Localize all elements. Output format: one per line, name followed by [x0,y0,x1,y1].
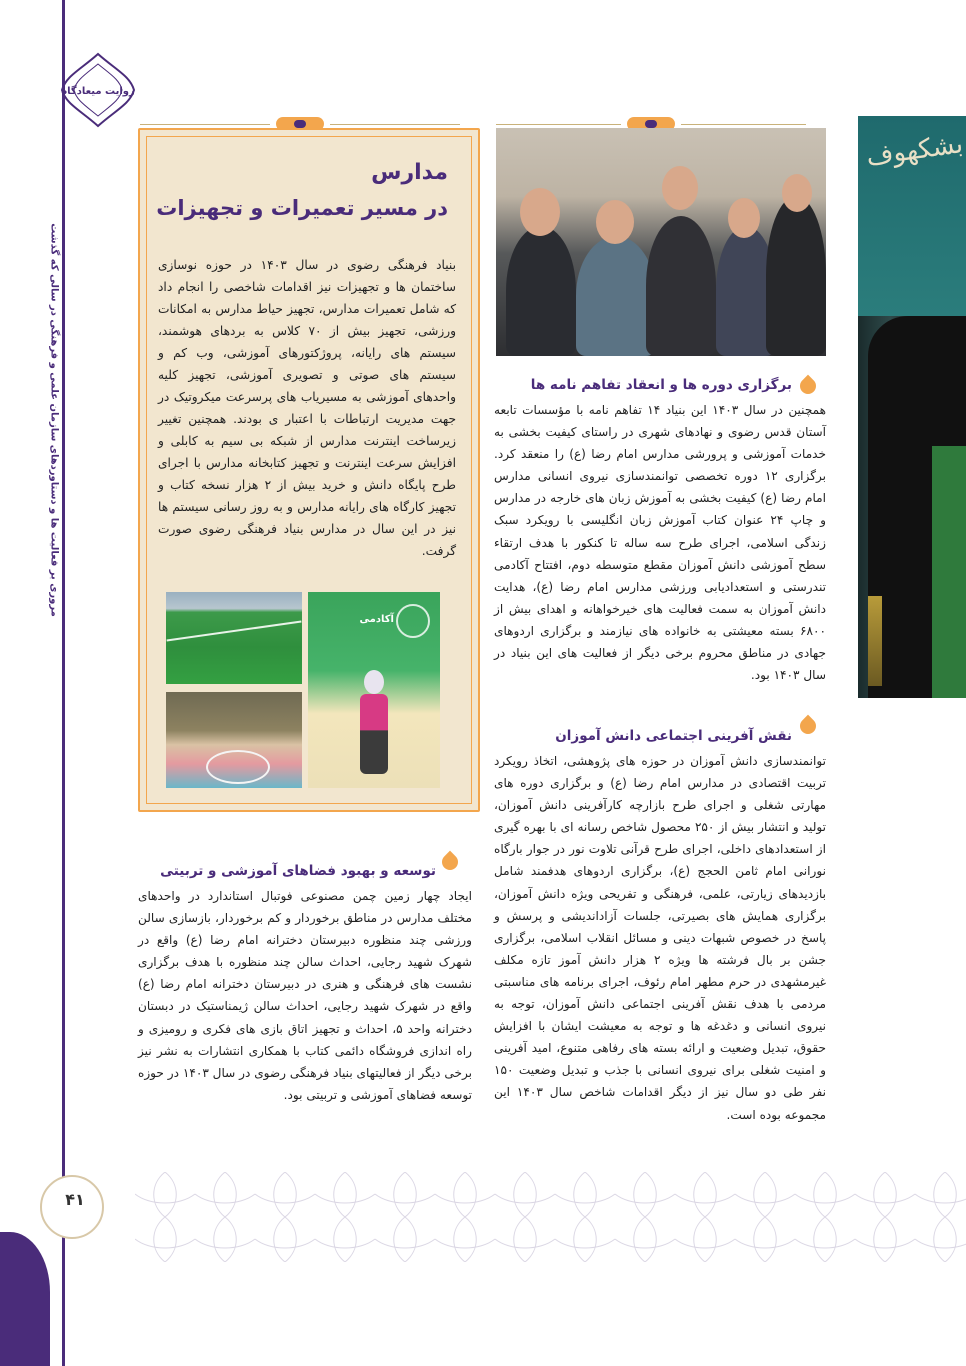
student-figure [646,216,716,356]
spaces-body: ایجاد چهار زمین چمن مصنوعی فوتبال استاندارد در واحدهای مختلف مدارس در مناطق برخوردار و کم برخوردار، بازسازی سالن ورزشی چند منظوره دبیرستان دخترانه امام رضا (ع) واقع در شهرک شهید رجایی، احداث سالن چند منظوره با هدف برگزاری نشست های فرهنگی و هنری در دبیرستان دخترانه امام رضا (ع) واقع در شهرک شهید رجایی، احداث سالن ژیمناستیک در دبستان دخترانه واحد ۵، احداث و تجهیز اتاق بازی های فکری و رومیزی و راه اندازی فروشگاه دائمی کتاب با همکاری انتشارات به نشر نیز برخی دیگر از فعالیتهای بنیاد فرهنگی رضوی در سال ۱۴۰۳ در حوزه توسعه فضاهای آموزشی و تربیتی بود. [138,889,472,1102]
ceremony-photo [858,116,966,698]
box-title-line2: در مسیر تعمیرات و تجهیزات [156,196,448,220]
girl-figure [356,670,392,774]
green-ribbon [932,446,966,698]
student-head [662,166,698,210]
magazine-logo [58,50,138,130]
student-head [596,200,634,244]
logo-text: روایت میعادگاه [61,86,135,97]
wall-calligraphy: بشکهوف [864,129,965,173]
events-heading: برگزاری دوره ها و انعقاد تفاهم نامه ها [530,377,792,393]
box-title-line1: مدارس [371,160,448,185]
page-number: ۴۱ [65,1190,85,1209]
bullet-drop-icon [797,715,820,738]
bullet-drop-icon [439,851,462,874]
student-figure [576,236,656,356]
bullet-drop-icon [797,375,820,398]
student-head [520,188,560,236]
seal-icon [396,604,430,638]
jump-rope-photo [308,592,440,788]
students-photo [496,128,826,356]
social-heading: نقش آفرینی اجتماعی دانش آموزان [555,728,792,744]
box-body: بنیاد فرهنگی رضوی در سال ۱۴۰۳ در حوزه نوسازی ساختمان ها و تجهیزات نیز اقدامات شاخصی را انجام داد که شامل تعمیرات مدارس، تجهیز حیاط مدارس به امکانات ورزشی، تجهیز بیش از ۷۰ کلاس به بردهای هوشمند، سیستم های رایانه، پروژکتورهای آموزشی، وب کم و سیستم های صوتی و تصویری آموزشی، تجهیز کلیه واحدهای آموزشی به مسیریاب های پرسرعت میکروتیک در جهت مدیریت ارتباطات با اعتبار ی بودند. همچنین تغییر زیرساخت اینترنت مدارس از شبکه بی سیم به کابلی و افزایش سرعت اینترنت و تجهیز کتابخانه مدارس با اجرای طرح پایگاه دانش و خرید بیش از ۲ هزار نسخه کتاب و تجهیز کارگاه های رایانه مدارس و به روز رسانی سیستم ها نیز در این سال در مدارس بنیاد فرهنگی رضوی صورت گرفت. [158,258,457,558]
school-court-photo [166,692,302,788]
student-figure [766,196,826,356]
student-head [782,174,812,212]
football-field-photo [166,592,302,684]
social-body: توانمندسازی دانش آموزان در حوزه های پژوهشی، اتخاذ رویکرد تربیت اقتصادی در مدارس امام رضا (ع) و برگزاری دوره های مهارتی شغلی و اجرای طرح بازارچه کارآفرینی دانش آموزان، تولید و انتشار بیش از ۲۵۰ محصول شاخص رسانه ای با بهره گیری از استعدادهای داخلی، اجرای طرح قرآنی تلاوت نور در جوار بارگاه نورانی امام ثامن الحجج (ع)، برگزاری اردوهای هدفمند شامل بازدیدهای زیارتی، علمی، فرهنگی و تفریحی ویژه دانش آموزان، برگزاری همایش های بصیرتی، جلسات آزاداندیشی و پرسش و پاسخ در خصوص شبهات دینی و مسائل انقلاب اسلامی، برگزاری جشن بر بال فرشته ها ویژه ۲ هزار دانش آموز تازه مکلف غیرمشهدی در حرم مطهر امام رئوف، اجرای برنامه های مناسبتی مردمی با هدف نقش آفرینی اجتماعی دانش آموزان، توجه به نیروی انسانی و دغدغه ها و توجه به معیشت ایشان با افزایش حقوق، تبدیل وضعیت و ارائه بسته های رفاهی متنوع، امید آفرینی و امنیت شغلی برای نیروی انسانی با جذب و تبدیل وضعیت ۱۵۰ نفر طی دو سال نیز از دیگر اقدامات شاخص سال ۱۴۰۳ این مجموعه بوده است. [494,754,826,1122]
spaces-heading: توسعه و بهبود فضاهای آموزشی و تربیتی [160,863,436,879]
tassel [868,596,882,686]
student-figure [506,226,576,356]
rope-photo-sign: آکادمی [359,614,394,625]
running-header-text: مروری بر فعالیت ها و دستاوردهای سازمان علمی و فرهنگی در سالی که گذشت [48,223,60,617]
schools-feature-box [138,128,480,812]
bottom-pattern-ornament [135,1172,966,1262]
events-body: همچنین در سال ۱۴۰۳ این بنیاد ۱۴ تفاهم نامه با مؤسسات تابعه آستان قدس رضوی و نهادهای شهری در راستای کیفیت بخشی به خدمات آموزشی و پرورشی مدارس امام رضا (ع) را منعقد کرد. برگزاری ۱۲ دوره تخصصی توانمندسازی نیروی انسانی مدارس امام رضا (ع) کیفیت بخشی به آموزش زبان های خارجه در مدارس و چاپ ۲۴ عنوان کتاب آموزش زبان انگلیسی با رویکرد سبک زندگی اسلامی، اجرای طرح سه ساله تا کنکور با هدف ارتقاء سطح آموزشی دانش آموزان مقطع متوسطه دوم، افتتاح آکادمی تندرستی و استعدادیابی ورزشی مدارس امام رضا (ع)، هدایت دانش آموزان به سمت فعالیت های خیرخواهانه و اهدای بیش از ۶۸۰۰ بسته معیشتی به خانواده های نیازمند و برگزاری اردوهای جهادی در مناطق محروم برخی دیگر از فعالیت های این بنیاد در سال ۱۴۰۳ بود. [494,403,826,683]
logo-emblem-icon [58,50,138,130]
student-head [728,198,760,238]
running-header [42,130,66,710]
